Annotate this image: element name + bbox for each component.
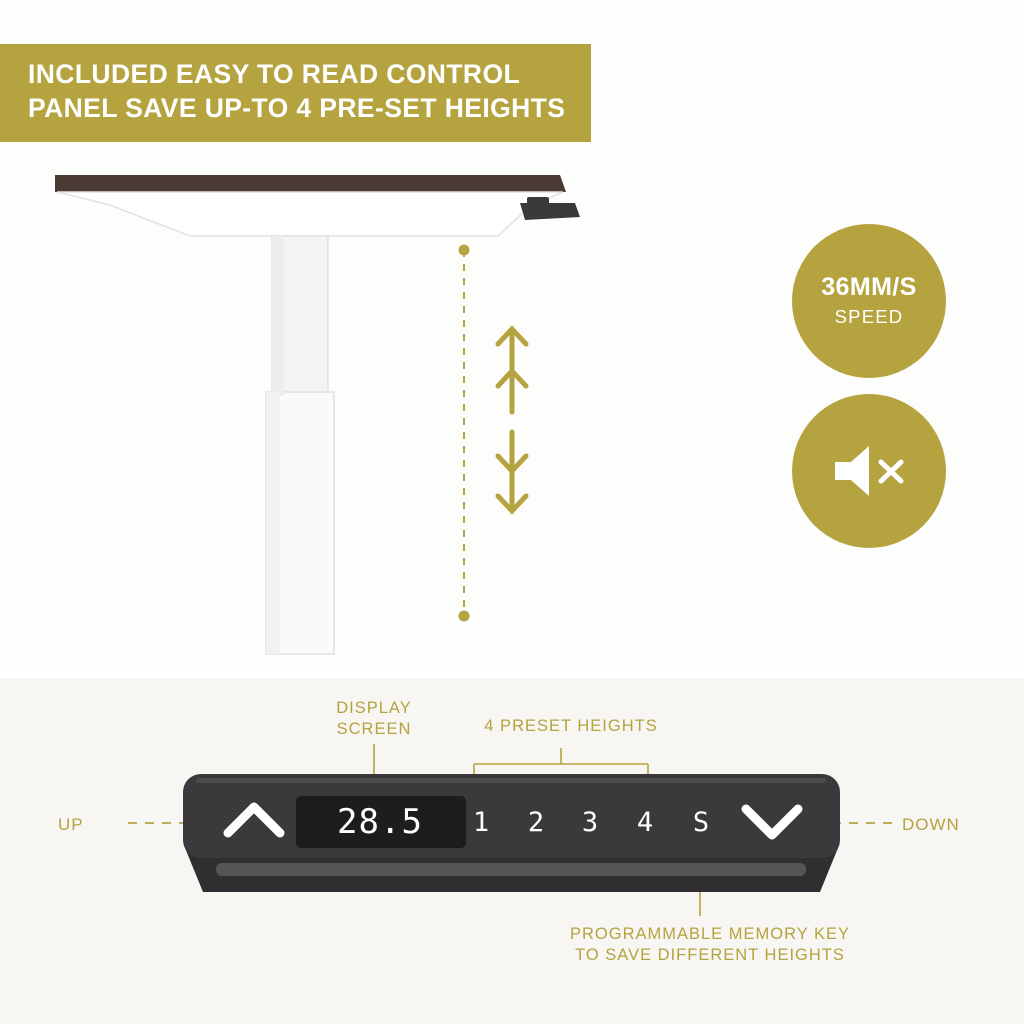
preset-key-3[interactable]: 3 bbox=[581, 807, 599, 838]
arrow-up-icon-1 bbox=[498, 329, 526, 370]
desk-top-edge bbox=[55, 175, 566, 192]
label-display-screen-line1: DISPLAY bbox=[336, 699, 412, 717]
bottom-panel bbox=[0, 678, 1024, 1024]
desk-underside bbox=[57, 192, 563, 236]
headline-banner bbox=[0, 44, 591, 142]
feature-badge-speed bbox=[792, 224, 946, 378]
preset-key-2[interactable]: 2 bbox=[527, 807, 545, 838]
label-memory-line1: PROGRAMMABLE MEMORY KEY bbox=[569, 925, 851, 943]
label-up-key: UP bbox=[58, 815, 84, 834]
column-shadow-lower bbox=[266, 392, 280, 654]
under-desk-controller-stem bbox=[527, 197, 549, 205]
headline-line-1: INCLUDED EASY TO READ CONTROL bbox=[28, 59, 521, 89]
height-guide-dot-top bbox=[459, 245, 470, 256]
label-preset-heights: 4 PRESET HEIGHTS bbox=[484, 717, 658, 735]
preset-key-4[interactable]: 4 bbox=[636, 807, 654, 838]
label-display-screen-line2: SCREEN bbox=[336, 719, 412, 738]
label-display-screen bbox=[300, 698, 448, 740]
label-memory-key bbox=[500, 924, 920, 966]
label-memory-line2: TO SAVE DIFFERENT HEIGHTS bbox=[575, 945, 845, 964]
speaker-mute-icon bbox=[825, 436, 913, 506]
controller-top-highlight bbox=[196, 778, 826, 783]
label-down-key: DOWN bbox=[902, 815, 960, 834]
headline-line-2: PANEL SAVE UP-TO 4 PRE-SET HEIGHTS bbox=[28, 92, 566, 123]
height-guide-dot-bottom bbox=[459, 611, 470, 622]
memory-key-s[interactable]: S bbox=[692, 807, 710, 838]
desk-column-upper bbox=[272, 236, 328, 396]
preset-key-1[interactable]: 1 bbox=[472, 807, 490, 838]
display-value: 28.5 bbox=[337, 802, 423, 842]
speed-label: SPEED bbox=[834, 305, 904, 327]
under-desk-controller bbox=[520, 203, 580, 220]
arrow-down-icon-2 bbox=[498, 472, 526, 511]
arrow-up-icon-2 bbox=[498, 371, 526, 412]
feature-badge-quiet bbox=[792, 394, 946, 548]
column-shadow-upper bbox=[272, 236, 284, 396]
controller-underside-rib bbox=[216, 863, 806, 876]
controller-body bbox=[183, 774, 840, 858]
speed-value: 36MM/S bbox=[821, 273, 917, 302]
desk-column-lower bbox=[266, 392, 334, 654]
arrow-down-icon-1 bbox=[498, 432, 526, 471]
